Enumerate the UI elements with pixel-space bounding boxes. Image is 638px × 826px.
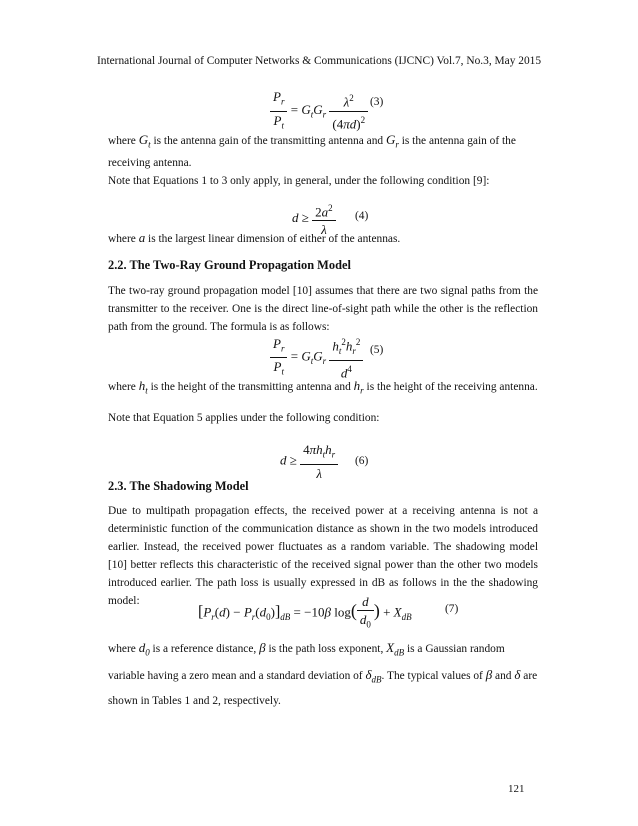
paragraph-shadowing-variables: where $d_0$ is a reference distance, β is the path loss exponent, $X_{dB}$ is a Gaussian random variable having a zero mean and a standard deviation of $\delta_{dB}$. The typical values of β and δ are shown in Tables 1 and 2, respectively. xyxy=(108,640,538,708)
paragraph-antenna-height: where $h_t$ is the height of the transmitting antenna and $h_r$ is the height of the receiving antenna. xyxy=(108,378,538,396)
paragraph-shadowing: Due to multipath propagation effects, the received power at a receiving antenna is not a deterministic function of the communication distance as shown in the two models introduced earlier. Instead, the received power fluctuates as a random variable. The shadowing model [10] better reflects this characteristic of the received signal power than the other two models introduced earlier. The path loss is usually expressed in dB as follows in the the shadowing model: xyxy=(108,505,538,607)
paragraph-antenna-gain: where $G_t$ is the antenna gain of the transmitting antenna and $G_r$ is the antenna gain of the receiving antenna. xyxy=(108,132,516,169)
paragraph-eq5-condition: Note that Equation 5 applies under the following condition: xyxy=(108,412,380,424)
paragraph-two-ray: The two-ray ground propagation model [10] assumes that there are two signal paths from the transmitter to the receiver. One is the direct line-of-sight path while the other is the reflection path from the ground. The formula is as follows: xyxy=(108,285,538,333)
journal-header: International Journal of Computer Networks & Communications (IJCNC) Vol.7, No.3, May 2015 xyxy=(96,55,542,67)
section-heading-shadowing: 2.3. The Shadowing Model xyxy=(108,479,249,493)
equation-6-number: (6) xyxy=(355,455,369,467)
equation-6: d ≥ $\frac{4\pi h_th_r}{\lambda}$ xyxy=(280,441,338,482)
equation-5: $\frac{P_r}{P_t}$ = $G_tG_r$ $\frac{h_t^2h_r^2}{d^4}$ xyxy=(270,334,363,381)
section-heading-two-ray: 2.2. The Two-Ray Ground Propagation Model xyxy=(108,258,351,272)
equation-3-number: (3) xyxy=(370,96,384,108)
equation-7-number: (7) xyxy=(445,603,459,615)
equation-3: $\frac{P_r}{P_t}$ = $G_tG_r$ $\frac{\lambda^2}{(4\pi d)^2}$ xyxy=(270,88,368,134)
paragraph-dimension: where a is the largest linear dimension of either of the antennas. xyxy=(108,230,401,245)
equation-4-number: (4) xyxy=(355,210,369,222)
page-number: 121 xyxy=(508,783,525,795)
equation-5-number: (5) xyxy=(370,344,384,356)
equation-7: $[P_r(d) - P_r(d_0)]_{dB} = -10\beta$ log( $\frac{d}{d_0}$ ) + $X_{dB}$ xyxy=(198,594,412,630)
paragraph-condition: Note that Equations 1 to 3 only apply, in general, under the following condition [9]: xyxy=(108,175,490,187)
equation-4: d ≥ $\frac{2a^2}{\lambda}$ xyxy=(292,200,336,238)
